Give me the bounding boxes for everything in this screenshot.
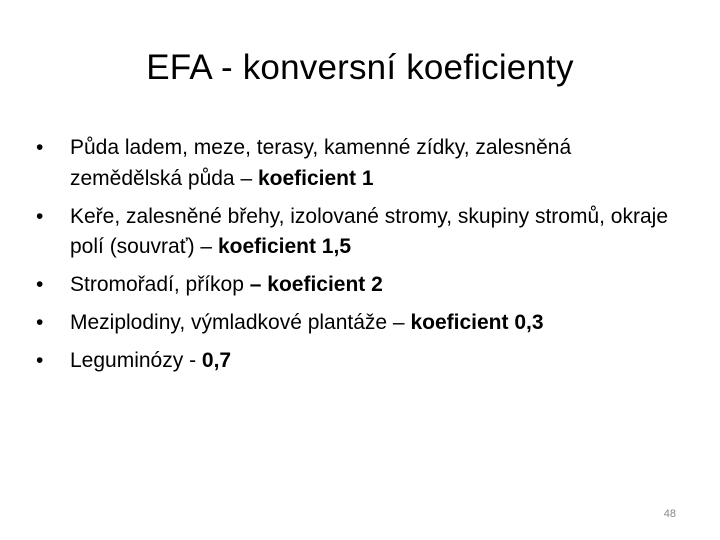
bullet-text: Meziplodiny, výmladkové plantáže – [70, 311, 411, 334]
bullet-item [36, 202, 686, 263]
page-number: 48 [663, 508, 676, 520]
bullet-icon: • [36, 136, 44, 159]
bullet-icon: • [36, 311, 44, 334]
bullet-coefficient: koeficient 1 [257, 166, 374, 190]
bullet-coefficient: 0,7 [201, 349, 232, 372]
bullet-item [36, 308, 686, 339]
bullet-coefficient: koeficient 1,5 [217, 235, 351, 258]
bullet-coefficient: – koeficient 2 [249, 273, 383, 296]
bullet-text: Půda ladem, meze, terasy, kamenné zídky, zalesněná zemědělská půda – [70, 136, 572, 190]
slide-title: EFA - konversní koeficienty [146, 48, 574, 87]
bullet-item [36, 270, 686, 301]
bullet-item [36, 346, 686, 377]
bullet-text: Stromořadí, příkop [70, 273, 250, 296]
bullet-coefficient: koeficient 0,3 [410, 311, 544, 334]
bullet-icon: • [36, 273, 44, 296]
bullet-list [36, 133, 686, 384]
bullet-icon: • [36, 204, 44, 228]
bullet-text: Keře, zalesněné břehy, izolované stromy, skupiny stromů, okraje polí (souvrať) – [70, 204, 668, 258]
bullet-item [36, 133, 686, 194]
bullet-text: Leguminózy - [70, 349, 202, 372]
bullet-icon: • [36, 349, 44, 372]
